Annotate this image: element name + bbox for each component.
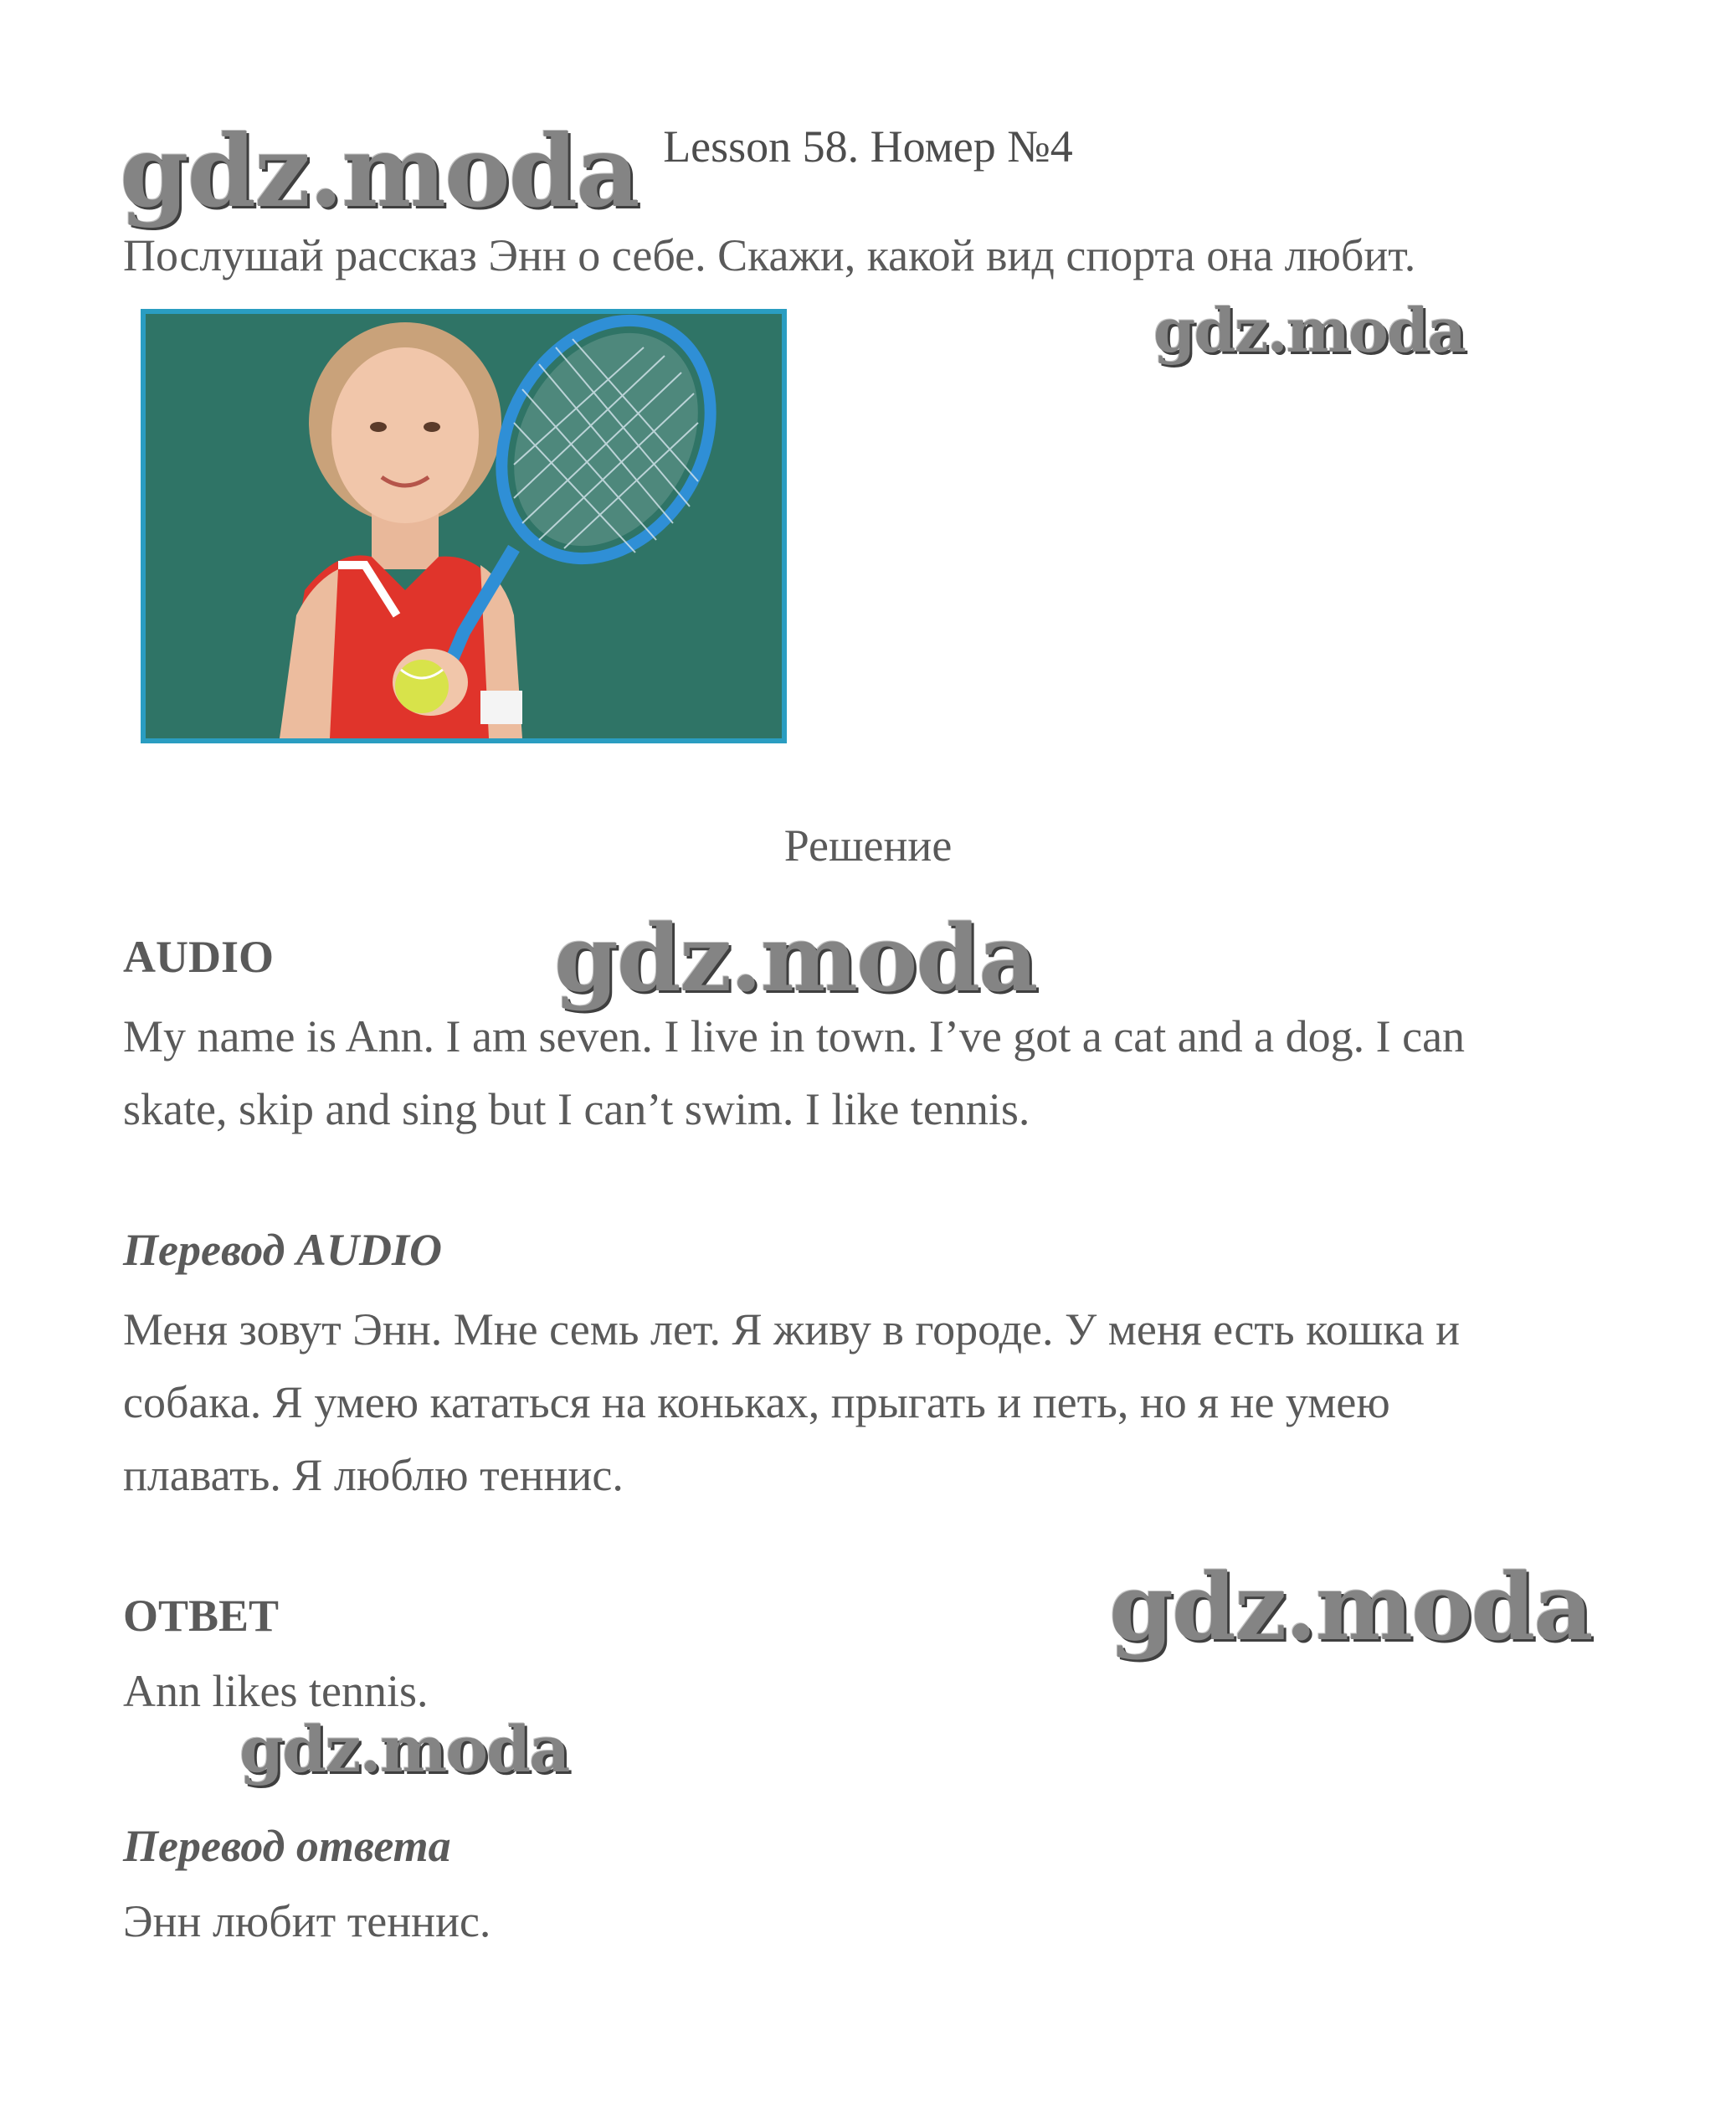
- audio-line-2: skate, skip and sing but I can’t swim. I like tennis.: [123, 1084, 1030, 1134]
- watermark-logo: gdz.moda: [1109, 1553, 1592, 1661]
- solution-label: Решение: [783, 820, 953, 871]
- audio-line-1: My name is Ann. I am seven. I live in town. I’ve got a cat and a dog. I can: [123, 1011, 1466, 1062]
- watermark-logo: gdz.moda: [554, 904, 1037, 1012]
- task-text: Послушай рассказ Энн о себе. Скажи, какой вид спорта она любит.: [123, 230, 1416, 280]
- tennis-girl-illustration: [146, 314, 782, 738]
- audio-translation-text: [123, 1293, 1630, 1512]
- audio-translation-line-1: Меня зовут Энн. Мне семь лет. Я живу в городе. У меня есть кошка и: [123, 1304, 1460, 1355]
- answer-translation-text: Энн любит теннис.: [123, 1896, 491, 1946]
- answer-heading: ОТВЕТ: [123, 1591, 280, 1641]
- tennis-girl-photo: [141, 309, 787, 743]
- watermark-logo: gdz.moda: [120, 113, 639, 229]
- audio-translation-line-2: собака. Я умею кататься на коньках, прыгать и петь, но я не умею: [123, 1377, 1390, 1427]
- watermark-logo: gdz.moda: [239, 1712, 569, 1786]
- audio-heading: AUDIO: [123, 932, 275, 982]
- audio-translation-line-3: плавать. Я люблю теннис.: [123, 1450, 624, 1500]
- answer-text: Ann likes tennis.: [123, 1666, 429, 1716]
- audio-text: [123, 1000, 1630, 1146]
- audio-translation-heading: Перевод AUDIO: [123, 1225, 442, 1275]
- answer-translation-heading: Перевод ответа: [123, 1821, 451, 1871]
- page-title: Lesson 58. Номер №4: [663, 121, 1073, 172]
- watermark-logo: gdz.moda: [1153, 295, 1465, 366]
